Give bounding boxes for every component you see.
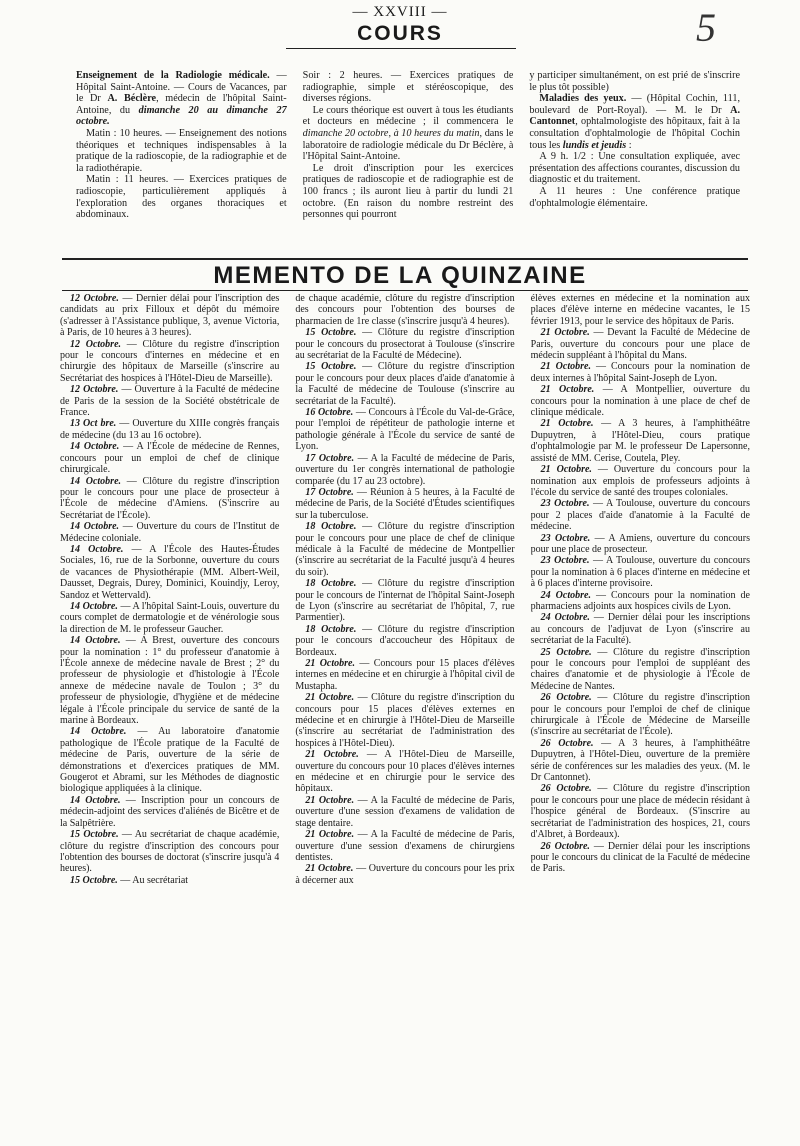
entry-text: — A Toulouse, ouverture du concours pour la nomination à 6 places d'interne en médecine et à 6 places d'interne provisoire. (530, 555, 750, 590)
entry-text: — Clôture du registre d'inscription pour le concours d'accoucheur des Hôpitaux de Bordeaux. (295, 623, 515, 658)
memento-entry (60, 384, 279, 418)
entry-text: — Ouverture du XIIIe congrès français de médecine (du 13 au 16 octobre). (60, 418, 280, 441)
entry-text: — A l'hôpital Saint-Louis, ouverture du cours complet de dermatologie et de vénérologie sous la direction de M. le professeur Gaucher. (60, 600, 280, 635)
memento-entry (531, 841, 750, 875)
text-run: Soir : 2 heures. — Exercices pratiques de radiographie, simple et stéréoscopique, des diverses régions. (302, 70, 514, 105)
text-run: , médecin de l'hôpital Saint-Antoine, du (76, 93, 287, 116)
entry-text: — A Toulouse, ouverture du concours pour 2 places d'aide d'anatomie à la Faculté de médecine. (530, 498, 750, 533)
entry-date: 23 Octobre. (540, 532, 591, 544)
text-run: — (Hôpital Cochin, 111, boulevard de Port-Royal). — M. le Dr (529, 93, 741, 116)
entry-text: — Concours pour la nomination de deux internes à l'hôpital Saint-Joseph de Lyon. (530, 361, 750, 384)
memento-entry (60, 544, 279, 601)
handwritten-page-mark: 5 (696, 5, 716, 50)
memento-entry (295, 658, 514, 692)
memento-entry (531, 384, 750, 418)
memento-entry (531, 590, 750, 613)
cours-paragraph (303, 70, 514, 105)
entry-date: 23 Octobre. (540, 498, 590, 510)
entry-date: 14 Octobre. (70, 521, 120, 533)
entry-text: — Clôture du registre d'inscription du concours pour 15 places d'élèves externes en médecine et en chirurgie à l'Hôtel-Dieu de Marseille (s'inscrire au secrétariat de l'administration des hospices à l'Hôtel-Dieu). (295, 692, 515, 749)
entry-date: 15 Octobre. (305, 361, 357, 373)
cours-paragraph (529, 186, 740, 209)
entry-date: 25 Octobre. (540, 646, 592, 658)
emphasis-run: dimanche 20 octobre, à 10 heures du matin (302, 127, 480, 139)
entry-date: 21 Octobre. (540, 464, 592, 476)
memento-column (295, 293, 514, 1138)
entry-date: 21 Octobre. (305, 749, 359, 761)
entry-text: — Au secrétariat de chaque académie, clôture du registre d'inscription des concours pour l'obtention des bourses de doctorat (s'inscrire jusqu'à 4 heures). (60, 829, 280, 875)
entry-date: 15 Octobre. (305, 327, 357, 339)
entry-text: — Devant la Faculté de Médecine de Paris, ouverture du concours pour une place de médecin suppléant à l'hôpital du Mans. (530, 327, 750, 362)
text-run: — Hôpital Saint-Antoine. — Cours de Vacances, par le Dr (76, 70, 287, 105)
text-run: A 9 h. 1/2 : Une consultation expliquée, avec présentation des affections courantes, discussion du diagnostic et du traitement. (529, 151, 741, 186)
entry-date: 26 Octobre. (540, 783, 592, 795)
memento-heading: MEMENTO DE LA QUINZAINE (213, 262, 587, 289)
entry-text: — Concours pour la nomination de pharmaciens adjoints aux hospices civils de Lyon. (530, 589, 750, 612)
entry-date: 12 Octobre. (70, 338, 122, 350)
text-run: Matin : 11 heures. — Exercices pratiques de radioscopie, particulièrement appliqués à l'exploration des organes thoraciques et abdominaux. (76, 174, 287, 221)
entry-date: 17 Octobre. (305, 452, 355, 464)
entry-date: 21 Octobre. (540, 361, 591, 373)
emphasis-run: lundis et jeudis (562, 139, 627, 151)
entry-text: — Clôture du registre d'inscription pour le concours pour l'emploi de suppléant des chaires d'anatomie et de physiologie à l'École de Médecine de Nantes. (530, 646, 750, 692)
memento-entry (531, 692, 750, 738)
entry-text: — A la Faculté de médecine de Paris, ouverture du 1er congrès international de pathologie comparée (du 17 au 23 octobre). (295, 452, 515, 487)
memento-column (60, 293, 279, 1138)
entry-date: 14 Octobre. (70, 794, 121, 806)
cours-paragraph (303, 105, 514, 163)
entry-text: — Ouverture du cours de l'Institut de Médecine coloniale. (60, 521, 280, 544)
cours-heading: COURS (357, 22, 443, 45)
entry-text: de chaque académie, clôture du registre d'inscription des concours pour l'obtention des bourses de pharmacien de 1re classe (s'inscrire jusqu'à 4 heures). (295, 293, 515, 327)
cours-paragraph (529, 151, 740, 186)
memento-entry (531, 783, 750, 840)
text-run: A 11 heures : Une conférence pratique d'ophtalmologie élémentaire. (529, 185, 741, 209)
memento-entry (531, 293, 750, 327)
memento-entry (60, 293, 279, 339)
memento-entry (60, 441, 279, 475)
memento-entry (295, 361, 514, 407)
cours-paragraph (76, 174, 287, 220)
entry-date: 14 Octobre. (70, 475, 122, 487)
memento-entry (531, 612, 750, 646)
entry-date: 24 Octobre. (540, 589, 591, 601)
memento-entry (60, 601, 279, 635)
entry-text: élèves externes en médecine et la nomination aux places d'élève interne en médecine vacantes, le 15 février 1913, pour le service des hôpitaux de Paris. (530, 293, 750, 327)
entry-text: — Clôture du registre d'inscription pour le concours de l'internat de l'hôpital Saint-Joseph de Lyon (s'inscrire au secrétariat de l'hôpital, 7, rue Parmentier). (295, 578, 515, 624)
entry-date: 21 Octobre. (540, 418, 594, 430)
entry-date: 24 Octobre. (540, 612, 590, 624)
entry-text: — Dernier délai pour l'inscription des candidats au prix Filloux et dépôt du mémoire (s'adresser à l'Assistance publique, 3, avenue Victoria, à Paris, de 10 heures à 3 heures). (60, 293, 280, 339)
memento-entry (295, 487, 514, 521)
memento-entry (295, 521, 514, 578)
memento-entry (60, 795, 279, 829)
memento-entry (60, 875, 279, 886)
memento-entry (531, 327, 750, 361)
entry-text: — Ouverture du concours pour les prix à décerner aux (295, 863, 515, 886)
entry-date: 14 Octobre. (70, 600, 118, 612)
cours-column (303, 70, 514, 288)
memento-entry (531, 464, 750, 498)
entry-text: — Clôture du registre d'inscription pour le concours d'internes en médecine et en chirurgie des hôpitaux de Marseille (s'inscrire au Secrétariat des hospices à l'Hôtel-Dieu de Marseille). (60, 338, 280, 384)
entry-text: — Clôture du registre d'inscription pour le concours pour une place de prosecteur à l'École de médecine d'Amiens. (S'inscrire au Secrétariat de l'École). (60, 475, 280, 521)
entry-date: 14 Octobre. (70, 441, 120, 453)
memento-entry (295, 749, 514, 795)
entry-text: — Concours pour 15 places d'élèves internes en médecine et en chirurgie à l'hôpital civil de Mustapha. (295, 658, 515, 692)
entry-date: 13 Oct bre. (70, 418, 117, 430)
emphasis-run: dimanche 20 au dimanche 27 octobre. (76, 104, 287, 128)
memento-entry (60, 476, 279, 522)
memento-entry (295, 293, 514, 327)
entry-text: — Clôture du registre d'inscription pour le concours du prosectorat à Toulouse (s'inscrire au secrétariat de la Faculté de Médecine). (295, 327, 515, 362)
entry-text: — A l'Hôtel-Dieu de Marseille, ouverture du concours pour 10 places d'élèves internes en médecine et en chirurgie pour le service des hôpitaux. (295, 749, 515, 795)
memento-entry (60, 829, 279, 875)
entry-text: — Clôture du registre d'inscription pour le concours pour l'emploi de chef de clinique chirurgicale à l'École de Médecine de Marseille (s'inscrire au secrétariat de l'École). (530, 692, 750, 738)
memento-entry (295, 863, 514, 886)
entry-date: 21 Octobre. (305, 863, 354, 875)
entry-text: — Clôture du registre d'inscription pour le concours pour une place de chef de clinique médicale à la Faculté de médecine de Montpellier (s'inscrire au secrétariat de la Faculté jusqu'à 4 heures du soir). (295, 521, 515, 578)
text-run: : (626, 139, 632, 151)
entry-text: — A l'École des Hautes-Études Sociales, 16, rue de la Sorbonne, ouverture du cours de vacances de Physiothérapie (MM. Albert-Weil, Dausset, Degrais, Durey, Dominici, Kouindjy, Leroy, Sandoz et Wettervald). (60, 543, 280, 601)
text-run: y participer simultanément, on est prié de s'inscrire le plus tôt possible) (529, 70, 741, 93)
memento-entry (295, 407, 514, 453)
memento-entry (531, 361, 750, 384)
memento-entry (295, 453, 514, 487)
entry-date: 21 Octobre. (540, 327, 590, 339)
entry-text: — Inscription pour un concours de médecin-adjoint des services d'aliénés de Bicêtre et de la Salpêtrière. (60, 794, 280, 829)
memento-entry (60, 339, 279, 385)
entry-text: — A Brest, ouverture des concours pour la nomination : 1° du professeur d'anatomie à l'École annexe de médecine navale de Brest ; 2° du professeur de physiologie et d'histologie à l'École annexe de médecine navale de Toulon ; 3° du professeur de physiologie, d'hygiène et de médecine légale à l'École principale du service de santé de la marine à Bordeaux. (60, 635, 280, 727)
entry-date: 18 Octobre. (305, 578, 357, 590)
memento-entry (295, 578, 514, 624)
memento-entry (60, 521, 279, 544)
entry-text: — Ouverture du concours pour la nomination aux emplois de professeurs adjoints à l'école du service de santé des troupes coloniales. (530, 464, 750, 498)
emphasis-run: A. Béclère (107, 93, 157, 105)
cours-paragraph (76, 128, 287, 174)
cours-paragraph (76, 70, 287, 128)
emphasis-run: Maladies des yeux. (539, 93, 627, 105)
entry-text: — A Amiens, ouverture du concours pour une place de prosecteur. (530, 532, 750, 555)
memento-entry (295, 829, 514, 863)
page-folio: — XXVIII — (352, 4, 448, 20)
entry-date: 21 Octobre. (305, 794, 355, 806)
memento-entry (531, 533, 750, 556)
entry-text: — Dernier délai pour les inscriptions pour le concours du clinicat de la Faculté de médecine de Paris. (530, 840, 750, 875)
entry-date: 21 Octobre. (305, 658, 355, 669)
entry-text: — Clôture du registre d'inscription pour le concours pour deux places d'aide d'anatomie à la Faculté de médecine de Toulouse (s'inscrire au secrétariat de la Faculté). (295, 361, 515, 407)
entry-date: 26 Octobre. (540, 840, 590, 852)
entry-date: 21 Octobre. (305, 829, 355, 841)
memento-column (531, 293, 750, 1138)
memento-section (60, 293, 750, 1138)
memento-heading-rule (62, 290, 748, 291)
memento-entry (60, 726, 279, 794)
entry-date: 17 Octobre. (305, 486, 354, 498)
entry-text: — Concours à l'École du Val-de-Grâce, pour l'emploi de répétiteur de pathologie interne et pathologie générale à l'École du service de santé de Lyon. (295, 407, 515, 453)
memento-entry (531, 555, 750, 589)
memento-entry (531, 647, 750, 693)
memento-entry (60, 418, 279, 441)
memento-entry (60, 635, 279, 726)
memento-entry (295, 624, 514, 658)
cours-column (76, 70, 287, 288)
entry-text: — A 3 heures, à l'amphithéâtre Dupuytren, à l'Hôtel-Dieu, ouverture de la première série de conférences sur les maladies des yeux. (M. le Dr Cantonnet). (530, 737, 750, 784)
entry-date: 15 Octobre. (70, 874, 118, 886)
entry-date: 23 Octobre. (540, 555, 590, 567)
cours-column (529, 70, 740, 288)
entry-text: — Ouverture à la Faculté de médecine de Paris de la session de la Société obstétricale de France. (60, 384, 280, 419)
memento-entry (531, 418, 750, 464)
emphasis-run: Enseignement de la Radiologie médicale. (76, 70, 270, 81)
entry-date: 26 Octobre. (540, 692, 592, 704)
memento-entry (295, 795, 514, 829)
text-run: Le droit d'inscription pour les exercices pratiques de radioscopie et de radiographie est de 100 francs ; ils auront lieu à partir du lundi 21 octobre. (En raison du nombre restreint des personnes qui pourront (302, 162, 514, 221)
entry-date: 12 Octobre. (70, 293, 119, 304)
entry-date: 16 Octobre. (305, 407, 354, 419)
entry-date: 14 Octobre. (70, 543, 124, 555)
cours-heading-rule (286, 48, 516, 49)
text-run: Le cours théorique est ouvert à tous les étudiants et docteurs en médecine ; il commencera le (302, 104, 514, 128)
entry-text: — Dernier délai pour les inscriptions au concours de l'adjuvat de Lyon (s'inscrire au secrétariat de la Faculté). (530, 612, 750, 647)
entry-text: — Au secrétariat (117, 874, 189, 886)
entry-date: 18 Octobre. (305, 521, 357, 533)
entry-date: 18 Octobre. (305, 623, 357, 635)
entry-text: — A 3 heures, à l'amphithéâtre Dupuytren, à l'Hôtel-Dieu, cours pratique d'ophtalmologie par M. le professeur De Lapersonne, assisté de MM. Cerise, Coutela, Pley. (530, 418, 750, 464)
entry-text: — Au laboratoire d'anatomie pathologique de l'École pratique de la Faculté de médecine de Paris, ouverture de la série de démonstrations et d'exercices pratiques de MM. Gougerot et Abrami, sur les Méthodes de diagnostic biologique appliquées à la clinique. (60, 726, 280, 795)
cours-paragraph (529, 93, 740, 151)
text-run: , dans le laboratoire de radiologie médicale du Dr Béclère, à l'Hôpital Saint-Antoine. (302, 127, 514, 163)
entry-text: — Réunion à 5 heures, à la Faculté de médecine de Paris, de la Société d'Études scientifiques sur la tuberculose. (295, 486, 515, 521)
entry-date: 26 Octobre. (540, 737, 594, 749)
entry-date: 21 Octobre. (540, 384, 595, 396)
entry-text: — A Montpellier, ouverture du concours pour la nomination à une place de chef de clinique médicale. (530, 384, 750, 419)
entry-text: — A la Faculté de médecine de Paris, ouverture d'une session d'examens de validation de stage dentaire. (295, 794, 515, 829)
entry-date: 15 Octobre. (70, 829, 119, 841)
memento-entry (295, 327, 514, 361)
cours-section (76, 70, 740, 288)
cours-paragraph (303, 163, 514, 221)
section-divider-rule (62, 258, 748, 260)
emphasis-run: A. Cantonnet (529, 104, 741, 128)
entry-text: — A la Faculté de médecine de Paris, ouverture d'une session d'examens de chirurgiens dentistes. (295, 829, 515, 863)
memento-entry (531, 498, 750, 532)
entry-date: 14 Octobre. (70, 635, 121, 647)
entry-text: — A l'École de médecine de Rennes, concours pour un emploi de chef de clinique chirurgicale. (60, 441, 280, 476)
text-run: Matin : 10 heures. — Enseignement des notions théoriques et techniques indispensables à la pratique de la radioscopie, de la radiographie et de la radiothérapie. (76, 127, 287, 174)
memento-entry (295, 692, 514, 749)
memento-entry (531, 738, 750, 784)
cours-paragraph (529, 70, 740, 93)
entry-text: — Clôture du registre d'inscription pour le concours pour une place de médecin résidant à l'hospice général de Bordeaux. (S'inscrire au secrétariat de l'administration des hospices, 21, cours d'Albret, à Bordeaux). (530, 783, 750, 841)
entry-date: 14 Octobre. (70, 726, 127, 738)
entry-date: 12 Octobre. (70, 384, 119, 396)
text-run: , ophtalmologiste des hôpitaux, fait à la consultation d'ophtalmologie de l'hôpital Cochin tous les (529, 116, 741, 151)
entry-date: 21 Octobre. (305, 692, 355, 704)
